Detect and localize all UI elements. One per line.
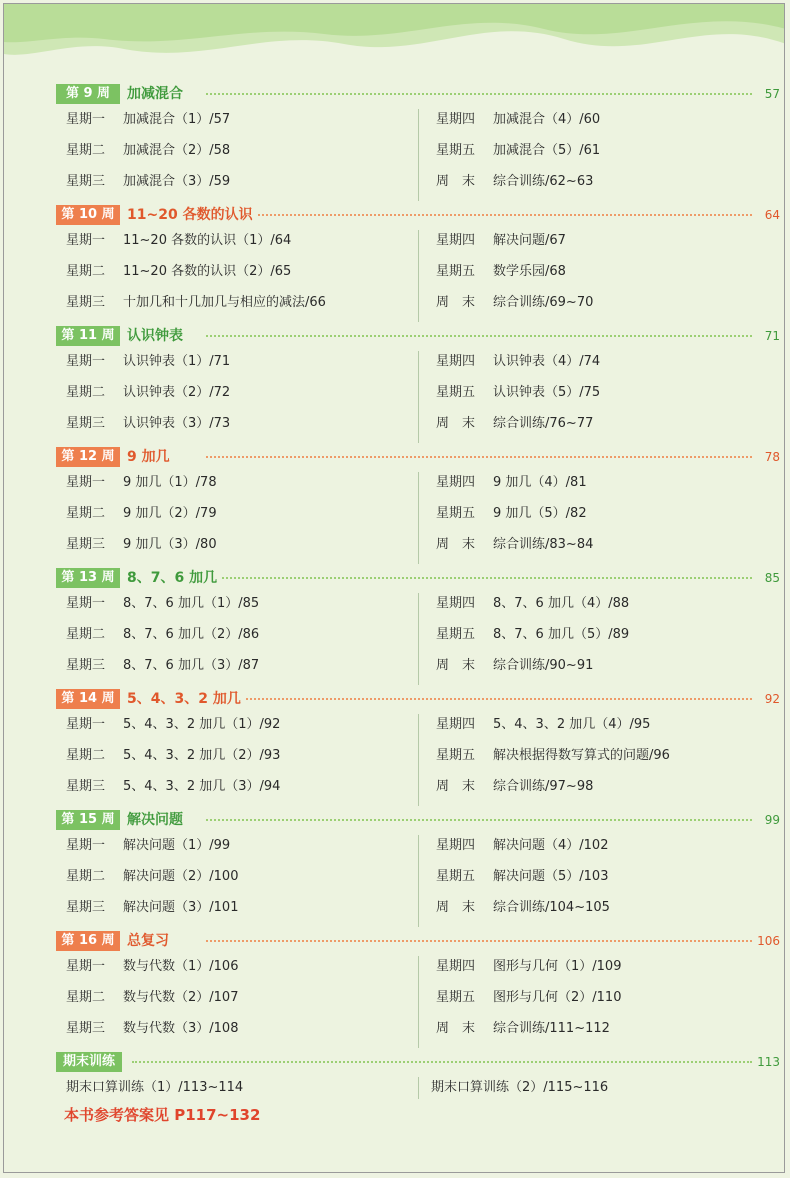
toc-entry[interactable] bbox=[436, 503, 587, 525]
toc-entry[interactable] bbox=[66, 745, 280, 767]
week-section bbox=[56, 688, 780, 809]
toc-entry[interactable] bbox=[66, 351, 230, 373]
entry-text: 综合训练/62~63 bbox=[493, 174, 594, 189]
entry-text: 数与代数（2）/107 bbox=[123, 990, 239, 1005]
toc-entry[interactable] bbox=[436, 534, 593, 556]
entry-text: 十加几和十几加几与相应的减法/66 bbox=[123, 295, 326, 310]
week-page-number: 78 bbox=[761, 446, 780, 468]
toc-entry[interactable] bbox=[436, 140, 600, 162]
entry-day: 星期四 bbox=[436, 354, 476, 369]
entry-day: 星期三 bbox=[66, 537, 106, 552]
toc-entry[interactable] bbox=[66, 140, 230, 162]
week-page-number: 92 bbox=[761, 688, 780, 710]
leader-dots bbox=[206, 214, 752, 216]
entry-day: 星期一 bbox=[66, 233, 106, 248]
entry-day: 星期一 bbox=[66, 717, 106, 732]
toc-entry[interactable] bbox=[436, 413, 593, 435]
entry-text: 8、7、6 加几（4）/88 bbox=[493, 596, 630, 611]
column-divider bbox=[418, 956, 419, 1048]
entry-day: 星期五 bbox=[436, 506, 476, 521]
column-divider bbox=[418, 835, 419, 927]
week-title: 解决问题 bbox=[127, 809, 187, 831]
week-section bbox=[56, 325, 780, 446]
entry-text: 数学乐园/68 bbox=[493, 264, 566, 279]
entry-text: 8、7、6 加几（3）/87 bbox=[123, 658, 260, 673]
week-page-number: 85 bbox=[761, 567, 780, 589]
entry-text: 5、4、3、2 加几（1）/92 bbox=[123, 717, 281, 732]
entry-text: 9 加几（4）/81 bbox=[493, 475, 587, 490]
week-header[interactable] bbox=[56, 204, 780, 226]
final-entries bbox=[56, 1077, 780, 1103]
toc-entry[interactable] bbox=[66, 261, 291, 283]
entry-day: 星期五 bbox=[436, 748, 476, 763]
entry-day: 星期四 bbox=[436, 112, 476, 127]
toc-entry[interactable] bbox=[436, 776, 593, 798]
column-divider bbox=[418, 472, 419, 564]
toc-entry[interactable] bbox=[436, 897, 610, 919]
final-entry-right[interactable]: 期末口算训练（2）/115~116 bbox=[431, 1080, 609, 1095]
toc-entry[interactable] bbox=[66, 987, 238, 1009]
entry-day: 星期四 bbox=[436, 717, 476, 732]
final-page-number: 113 bbox=[753, 1051, 780, 1073]
entry-text: 解决问题（2）/100 bbox=[123, 869, 239, 884]
entry-text: 解决问题（1）/99 bbox=[123, 838, 231, 853]
toc-entry[interactable] bbox=[66, 171, 230, 193]
toc-entry[interactable] bbox=[436, 351, 600, 373]
week-section bbox=[56, 809, 780, 930]
toc-entry[interactable] bbox=[66, 866, 238, 888]
toc-entry[interactable] bbox=[436, 655, 593, 677]
entry-day: 星期四 bbox=[436, 596, 476, 611]
toc-entry[interactable] bbox=[436, 230, 566, 252]
entry-text: 5、4、3、2 加几（4）/95 bbox=[493, 717, 651, 732]
entry-day: 星期一 bbox=[66, 838, 106, 853]
toc-entry[interactable] bbox=[66, 292, 326, 314]
column-divider bbox=[418, 593, 419, 685]
answer-note: 本书参考答案见 P117~132 bbox=[64, 1106, 261, 1124]
week-entries bbox=[56, 835, 780, 927]
week-page-number: 106 bbox=[753, 930, 780, 952]
toc-entry[interactable] bbox=[436, 956, 621, 978]
entry-text: 加减混合（5）/61 bbox=[493, 143, 601, 158]
final-tag: 期末训练 bbox=[56, 1052, 122, 1072]
leader-dots bbox=[206, 819, 752, 821]
entry-text: 综合训练/111~112 bbox=[493, 1021, 610, 1036]
entry-day: 星期二 bbox=[66, 990, 106, 1005]
week-title: 5、4、3、2 加几 bbox=[127, 688, 245, 710]
toc-entry[interactable] bbox=[66, 534, 217, 556]
week-entries bbox=[56, 109, 780, 201]
entry-day: 周 末 bbox=[436, 900, 476, 915]
leader-dots bbox=[206, 698, 752, 700]
toc-entry[interactable] bbox=[66, 624, 259, 646]
toc-entry[interactable] bbox=[66, 956, 238, 978]
column-divider bbox=[418, 1077, 419, 1099]
toc-entry[interactable] bbox=[436, 171, 593, 193]
entry-text: 解决问题/67 bbox=[493, 233, 566, 248]
week-header[interactable] bbox=[56, 688, 780, 710]
entry-day: 星期一 bbox=[66, 475, 106, 490]
week-title: 总复习 bbox=[127, 930, 173, 952]
toc-entry[interactable] bbox=[66, 1018, 238, 1040]
week-section bbox=[56, 446, 780, 567]
entry-text: 解决根据得数写算式的问题/96 bbox=[493, 748, 670, 763]
entry-text: 8、7、6 加几（1）/85 bbox=[123, 596, 260, 611]
week-header[interactable] bbox=[56, 446, 780, 468]
week-header[interactable] bbox=[56, 809, 780, 831]
entry-text: 综合训练/69~70 bbox=[493, 295, 594, 310]
week-tag: 第 16 周 bbox=[56, 931, 120, 951]
toc-entry[interactable] bbox=[66, 382, 230, 404]
week-title: 加减混合 bbox=[127, 83, 187, 105]
week-section bbox=[56, 567, 780, 688]
entry-text: 认识钟表（3）/73 bbox=[123, 416, 231, 431]
entry-text: 数与代数（3）/108 bbox=[123, 1021, 239, 1036]
week-tag: 第 12 周 bbox=[56, 447, 120, 467]
entry-day: 星期二 bbox=[66, 869, 106, 884]
toc-entry[interactable] bbox=[436, 1018, 610, 1040]
entry-day: 星期一 bbox=[66, 354, 106, 369]
entry-day: 星期五 bbox=[436, 627, 476, 642]
entry-day: 星期五 bbox=[436, 385, 476, 400]
week-entries bbox=[56, 956, 780, 1048]
entry-day: 星期四 bbox=[436, 233, 476, 248]
page-frame bbox=[3, 3, 785, 1173]
entry-day: 星期五 bbox=[436, 869, 476, 884]
entry-day: 星期三 bbox=[66, 416, 106, 431]
entry-day: 星期三 bbox=[66, 779, 106, 794]
column-divider bbox=[418, 230, 419, 322]
entry-text: 8、7、6 加几（2）/86 bbox=[123, 627, 260, 642]
toc-entry[interactable] bbox=[436, 261, 566, 283]
toc-entry[interactable] bbox=[66, 897, 238, 919]
toc-entry[interactable] bbox=[436, 835, 608, 857]
entry-day: 星期三 bbox=[66, 658, 106, 673]
entry-day: 星期五 bbox=[436, 264, 476, 279]
toc-entry[interactable] bbox=[66, 835, 230, 857]
week-entries bbox=[56, 230, 780, 322]
entry-day: 星期一 bbox=[66, 959, 106, 974]
entry-text: 加减混合（4）/60 bbox=[493, 112, 601, 127]
entry-text: 9 加几（5）/82 bbox=[493, 506, 587, 521]
entry-day: 星期二 bbox=[66, 627, 106, 642]
week-header[interactable] bbox=[56, 567, 780, 589]
entry-text: 9 加几（3）/80 bbox=[123, 537, 217, 552]
column-divider bbox=[418, 109, 419, 201]
column-divider bbox=[418, 714, 419, 806]
entry-day: 星期四 bbox=[436, 475, 476, 490]
entry-day: 周 末 bbox=[436, 416, 476, 431]
entry-text: 5、4、3、2 加几（3）/94 bbox=[123, 779, 281, 794]
entry-text: 图形与几何（2）/110 bbox=[493, 990, 622, 1005]
week-tag: 第 14 周 bbox=[56, 689, 120, 709]
toc-entry[interactable] bbox=[66, 109, 230, 131]
entry-day: 星期二 bbox=[66, 385, 106, 400]
toc-entry[interactable] bbox=[66, 413, 230, 435]
toc-entry[interactable] bbox=[66, 714, 280, 736]
toc-entry[interactable] bbox=[66, 503, 217, 525]
leader-dots bbox=[206, 456, 752, 458]
toc-entry[interactable] bbox=[436, 593, 629, 615]
toc-entry[interactable] bbox=[66, 593, 259, 615]
week-page-number: 99 bbox=[761, 809, 780, 831]
week-title: 8、7、6 加几 bbox=[127, 567, 221, 589]
week-header[interactable] bbox=[56, 930, 780, 952]
entry-day: 周 末 bbox=[436, 174, 476, 189]
entry-day: 星期二 bbox=[66, 264, 106, 279]
toc-entry[interactable] bbox=[436, 745, 670, 767]
week-page-number: 71 bbox=[761, 325, 780, 347]
toc-entry[interactable] bbox=[436, 866, 608, 888]
entry-text: 解决问题（5）/103 bbox=[493, 869, 609, 884]
toc-entry[interactable] bbox=[436, 624, 629, 646]
week-tag: 第 10 周 bbox=[56, 205, 120, 225]
week-tag: 第 11 周 bbox=[56, 326, 120, 346]
entry-text: 图形与几何（1）/109 bbox=[493, 959, 622, 974]
week-section bbox=[56, 930, 780, 1051]
entry-day: 星期一 bbox=[66, 596, 106, 611]
week-entries bbox=[56, 351, 780, 443]
entry-text: 认识钟表（5）/75 bbox=[493, 385, 601, 400]
week-entries bbox=[56, 593, 780, 685]
toc-entry[interactable] bbox=[66, 776, 280, 798]
leader-dots bbox=[206, 93, 752, 95]
entry-day: 周 末 bbox=[436, 779, 476, 794]
entry-text: 综合训练/83~84 bbox=[493, 537, 594, 552]
entry-day: 周 末 bbox=[436, 295, 476, 310]
entry-day: 星期五 bbox=[436, 990, 476, 1005]
week-entries bbox=[56, 472, 780, 564]
leader-dots bbox=[206, 940, 752, 942]
entry-text: 认识钟表（4）/74 bbox=[493, 354, 601, 369]
column-divider bbox=[418, 351, 419, 443]
week-section bbox=[56, 204, 780, 325]
entry-text: 解决问题（3）/101 bbox=[123, 900, 239, 915]
week-tag: 第 9 周 bbox=[56, 84, 120, 104]
toc-entry[interactable] bbox=[436, 382, 600, 404]
entry-text: 综合训练/97~98 bbox=[493, 779, 594, 794]
entry-day: 星期三 bbox=[66, 900, 106, 915]
entry-text: 综合训练/90~91 bbox=[493, 658, 594, 673]
week-title: 认识钟表 bbox=[127, 325, 187, 347]
entry-text: 11~20 各数的认识（2）/65 bbox=[123, 264, 292, 279]
entry-text: 认识钟表（1）/71 bbox=[123, 354, 231, 369]
entry-day: 星期四 bbox=[436, 959, 476, 974]
entry-text: 9 加几（2）/79 bbox=[123, 506, 217, 521]
entry-day: 星期二 bbox=[66, 506, 106, 521]
entry-day: 星期二 bbox=[66, 748, 106, 763]
toc-entry[interactable] bbox=[66, 230, 291, 252]
leader-dots bbox=[132, 1061, 752, 1063]
week-header[interactable] bbox=[56, 83, 780, 105]
table-of-contents bbox=[56, 83, 780, 1121]
week-tag: 第 13 周 bbox=[56, 568, 120, 588]
week-title: 11~20 各数的认识 bbox=[127, 204, 257, 226]
toc-entry[interactable] bbox=[436, 714, 650, 736]
entry-day: 星期三 bbox=[66, 174, 106, 189]
final-header[interactable] bbox=[56, 1051, 780, 1073]
toc-entry[interactable] bbox=[436, 292, 593, 314]
entry-day: 周 末 bbox=[436, 658, 476, 673]
entry-day: 星期四 bbox=[436, 838, 476, 853]
decorative-wave bbox=[4, 4, 785, 94]
entry-text: 解决问题（4）/102 bbox=[493, 838, 609, 853]
entry-text: 数与代数（1）/106 bbox=[123, 959, 239, 974]
entry-text: 加减混合（1）/57 bbox=[123, 112, 231, 127]
leader-dots bbox=[206, 335, 752, 337]
entry-day: 星期三 bbox=[66, 1021, 106, 1036]
week-page-number: 64 bbox=[761, 204, 780, 226]
week-tag: 第 15 周 bbox=[56, 810, 120, 830]
week-entries bbox=[56, 714, 780, 806]
entry-text: 加减混合（2）/58 bbox=[123, 143, 231, 158]
entry-text: 8、7、6 加几（5）/89 bbox=[493, 627, 630, 642]
toc-entry[interactable] bbox=[436, 987, 621, 1009]
week-page-number: 57 bbox=[761, 83, 780, 105]
entry-text: 9 加几（1）/78 bbox=[123, 475, 217, 490]
week-title: 9 加几 bbox=[127, 446, 174, 468]
entry-text: 综合训练/76~77 bbox=[493, 416, 594, 431]
entry-day: 周 末 bbox=[436, 1021, 476, 1036]
entry-text: 综合训练/104~105 bbox=[493, 900, 610, 915]
toc-entry[interactable] bbox=[66, 472, 217, 494]
leader-dots bbox=[206, 577, 752, 579]
toc-entry[interactable] bbox=[66, 655, 259, 677]
entry-day: 星期二 bbox=[66, 143, 106, 158]
final-entry-left[interactable]: 期末口算训练（1）/113~114 bbox=[66, 1080, 244, 1095]
entry-day: 星期五 bbox=[436, 143, 476, 158]
toc-entry[interactable] bbox=[436, 109, 600, 131]
entry-text: 加减混合（3）/59 bbox=[123, 174, 231, 189]
week-section bbox=[56, 83, 780, 204]
entry-text: 认识钟表（2）/72 bbox=[123, 385, 231, 400]
entry-day: 星期一 bbox=[66, 112, 106, 127]
entry-text: 5、4、3、2 加几（2）/93 bbox=[123, 748, 281, 763]
entry-text: 11~20 各数的认识（1）/64 bbox=[123, 233, 292, 248]
entry-day: 星期三 bbox=[66, 295, 106, 310]
entry-day: 周 末 bbox=[436, 537, 476, 552]
week-header[interactable] bbox=[56, 325, 780, 347]
toc-entry[interactable] bbox=[436, 472, 587, 494]
